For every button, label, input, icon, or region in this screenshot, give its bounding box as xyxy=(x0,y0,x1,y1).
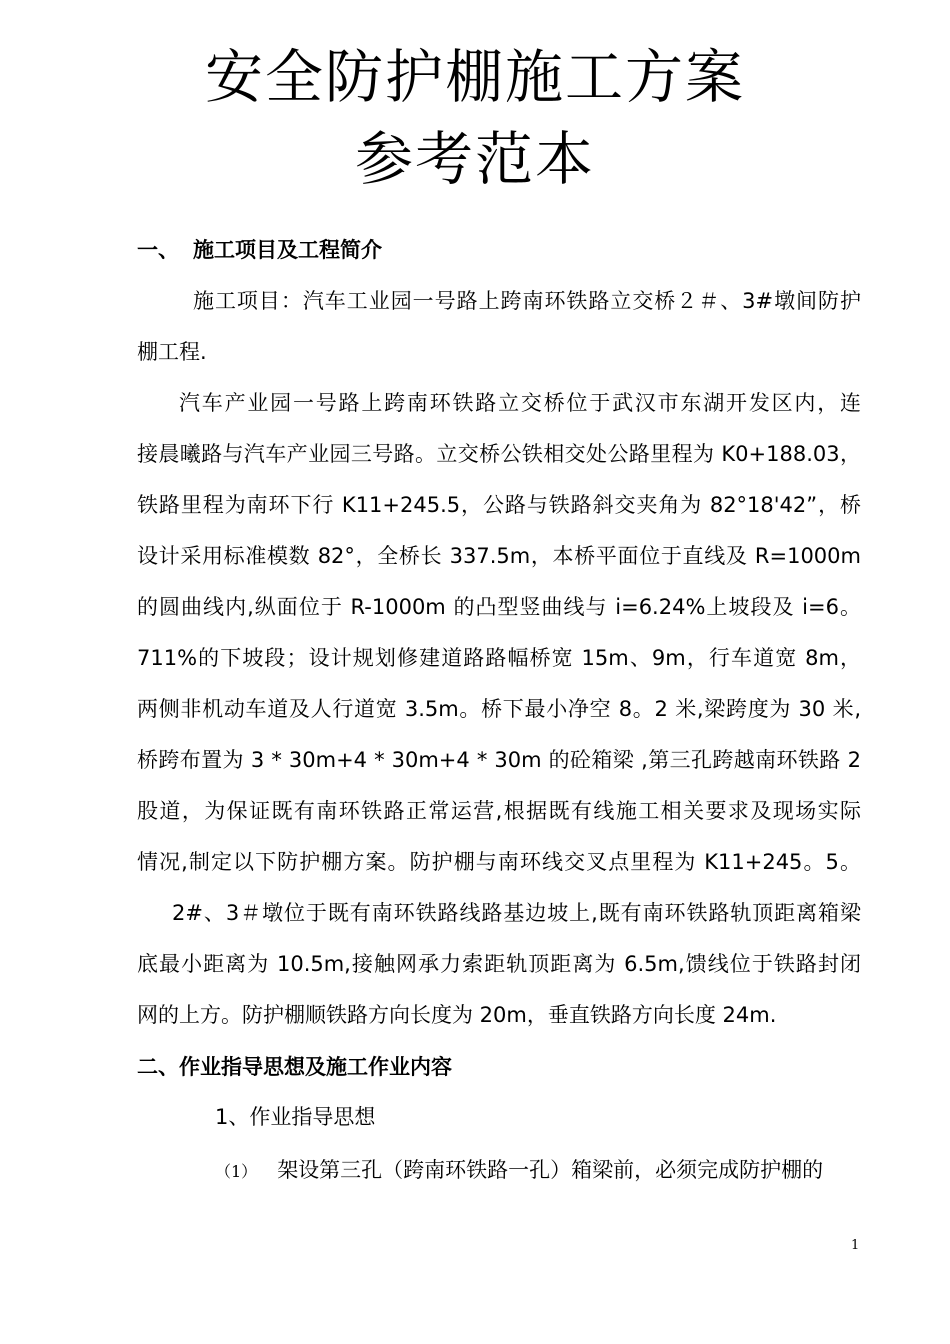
paragraph-line: 情况,制定以下防护棚方案。防护棚与南环线交叉点里程为 K11+245。5。 xyxy=(137,850,861,874)
paragraph-line: 汽车产业园一号路上跨南环铁路立交桥位于武汉市东湖开发区内，连 xyxy=(179,391,861,415)
section-1-heading xyxy=(137,240,382,261)
paragraph-line: 桥跨布置为 3 * 30m+4 * 30m+4 * 30m 的砼箱梁 ,第三孔跨越南环铁路 2 xyxy=(137,748,861,772)
section-2-heading: 二、作业指导思想及施工作业内容 xyxy=(137,1055,452,1079)
paragraph-line: 两侧非机动车道及人行道宽 3.5m。桥下最小净空 8。2 米,梁跨度为 30 米, xyxy=(137,697,861,721)
page-number: 1 xyxy=(851,1238,860,1253)
paragraph-line: 接晨曦路与汽车产业园三号路。立交桥公铁相交处公路里程为 K0+188.03， xyxy=(137,442,861,466)
paragraph-line: 铁路里程为南环下行 K11+245.5，公路与铁路斜交夹角为 82°18'42”，桥 xyxy=(137,493,861,517)
paragraph-line: 网的上方。防护棚顺铁路方向长度为 20m，垂直铁路方向长度 24m. xyxy=(137,1003,777,1027)
list-item xyxy=(215,1160,861,1181)
list-item-text: 架设第三孔（跨南环铁路一孔）箱梁前，必须完成防护棚的 xyxy=(277,1158,824,1182)
paragraph-line: 施工项目：汽车工业园一号路上跨南环铁路立交桥２＃、3#墩间防护 xyxy=(193,289,861,313)
document-title: 安全防护棚施工方案 xyxy=(204,43,745,111)
paragraph-line: 2#、3＃墩位于既有南环铁路线路基边坡上,既有南环铁路轨顶距离箱梁 xyxy=(172,901,861,925)
section-1-title: 施工项目及工程简介 xyxy=(193,238,382,262)
section-1-number: 一、 xyxy=(137,238,179,262)
paragraph-line: 设计采用标准模数 82°，全桥长 337.5m，本桥平面位于直线及 R=1000m xyxy=(137,544,861,568)
subsection-heading: 1、作业指导思想 xyxy=(215,1105,376,1129)
paragraph-line: 棚工程. xyxy=(137,340,207,364)
document-subtitle: 参考范本 xyxy=(354,125,595,193)
paragraph-line: 711%的下坡段；设计规划修建道路路幅桥宽 15m、9m，行车道宽 8m， xyxy=(137,646,861,670)
paragraph-line: 的圆曲线内,纵面位于 R-1000m 的凸型竖曲线与 i=6.24%上坡段及 i=6。 xyxy=(137,595,861,619)
paragraph-line: 底最小距离为 10.5m,接触网承力索距轨顶距离为 6.5m,馈线位于铁路封闭 xyxy=(137,952,861,976)
list-item-label: （1） xyxy=(215,1162,258,1181)
paragraph-line: 股道，为保证既有南环铁路正常运营,根据既有线施工相关要求及现场实际 xyxy=(137,799,861,823)
